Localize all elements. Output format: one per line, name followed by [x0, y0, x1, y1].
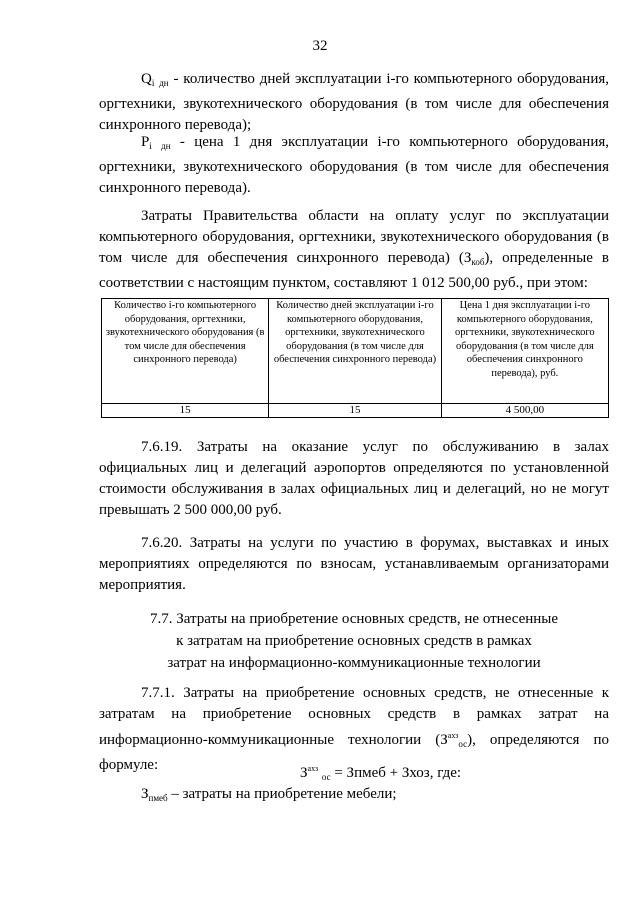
costs-subscript: коб: [471, 257, 485, 267]
heading-line-2: к затратам на приобретение основных средств в рамках: [176, 633, 532, 649]
formula-superscript: ахз: [307, 764, 319, 773]
p771-subscript: ос: [458, 739, 468, 749]
table-header-price: Цена 1 дня эксплуатации i-го компьютерного оборудования, оргтехники, звукотехнического оборудования (в том числе для обеспечения синхронного перевода), руб.: [441, 299, 608, 404]
paragraph-7-7-1: [99, 683, 609, 776]
q-symbol: Q: [141, 71, 152, 87]
heading-line-3: затрат на информационно-коммуникационные технологии: [167, 655, 541, 671]
q-index: i: [151, 78, 155, 88]
table-row: [102, 404, 609, 418]
formula-z: З: [300, 765, 308, 781]
page-number: 32: [312, 38, 328, 54]
p-description: - цена 1 дня эксплуатации i-го компьютерного оборудования, оргтехники, звукотехнического оборудования (в том числе для обеспечения синхронного перевода).: [99, 134, 609, 196]
table-cell-price: 4 500,00: [441, 404, 608, 418]
p771-superscript: ахз: [447, 731, 459, 740]
cost-table: [101, 298, 609, 418]
definition-q-days: [99, 69, 609, 136]
table-header-days: Количество дней эксплуатации i-го компьютерного оборудования, оргтехники, звукотехнического оборудования (в том числе для обеспечения синхронного перевода): [269, 299, 441, 404]
p771-text-before: 7.7.1. Затраты на приобретение основных средств, не отнесенные к затратам на приобретение основных средств в рамках затрат на информационно-коммуникационные технологии (З: [99, 685, 609, 748]
formula: [300, 764, 461, 782]
p-subscript: дн: [161, 141, 171, 151]
pmeb-symbol: З: [141, 786, 149, 802]
table-header-row: [102, 299, 609, 404]
p771-text-after: ), определяются по формуле:: [99, 732, 609, 773]
heading-line-1: 7.7. Затраты на приобретение основных средств, не отнесенные: [149, 611, 559, 627]
costs-text-after: ), определенные в соответствии с настоящим пунктом, составляют 1 012 500,00 руб., при этом:: [99, 250, 609, 291]
definition-furniture: [141, 784, 611, 809]
costs-text-before: Затраты Правительства области на оплату услуг по эксплуатации компьютерного оборудования, оргтехники, звукотехнического оборудования (в том числе для обеспечения синхронного перевода) (З: [99, 208, 609, 266]
formula-subscript: ос: [321, 772, 331, 782]
p-symbol: P: [141, 134, 150, 150]
pmeb-description: – затраты на приобретение мебели;: [167, 786, 397, 802]
p-index: i: [149, 141, 152, 151]
pmeb-subscript: пмеб: [148, 793, 168, 803]
section-heading-7-7: [99, 608, 609, 674]
table-header-quantity: Количество i-го компьютерного оборудования, оргтехники, звукотехнического оборудования (в том числе для обеспечения синхронного перевода): [102, 299, 269, 404]
q-subscript: дн: [159, 78, 169, 88]
paragraph-7-6-20: 7.6.20. Затраты на услуги по участию в форумах, выставках и иных мероприятиях определяются по взносам, устанавливаемым организаторами мероприятия.: [99, 535, 609, 593]
paragraph-7-6-19: 7.6.19. Затраты на оказание услуг по обслуживанию в залах официальных лиц и делегаций аэропортов определяются по установленной стоимости обслуживания в залах официальных лиц и делегаций, но не могут превышать 2 500 000,00 руб.: [99, 439, 609, 518]
q-description: - количество дней эксплуатации i-го компьютерного оборудования, оргтехники, звукотехнического оборудования (в том числе для обеспечения синхронного перевода);: [99, 71, 610, 133]
table-cell-days: 15: [269, 404, 441, 418]
definition-p-price: [99, 132, 609, 199]
costs-paragraph: [99, 206, 609, 294]
table-cell-quantity: 15: [102, 404, 269, 418]
formula-rest: = Зпмеб + Зхоз, где:: [330, 765, 462, 781]
